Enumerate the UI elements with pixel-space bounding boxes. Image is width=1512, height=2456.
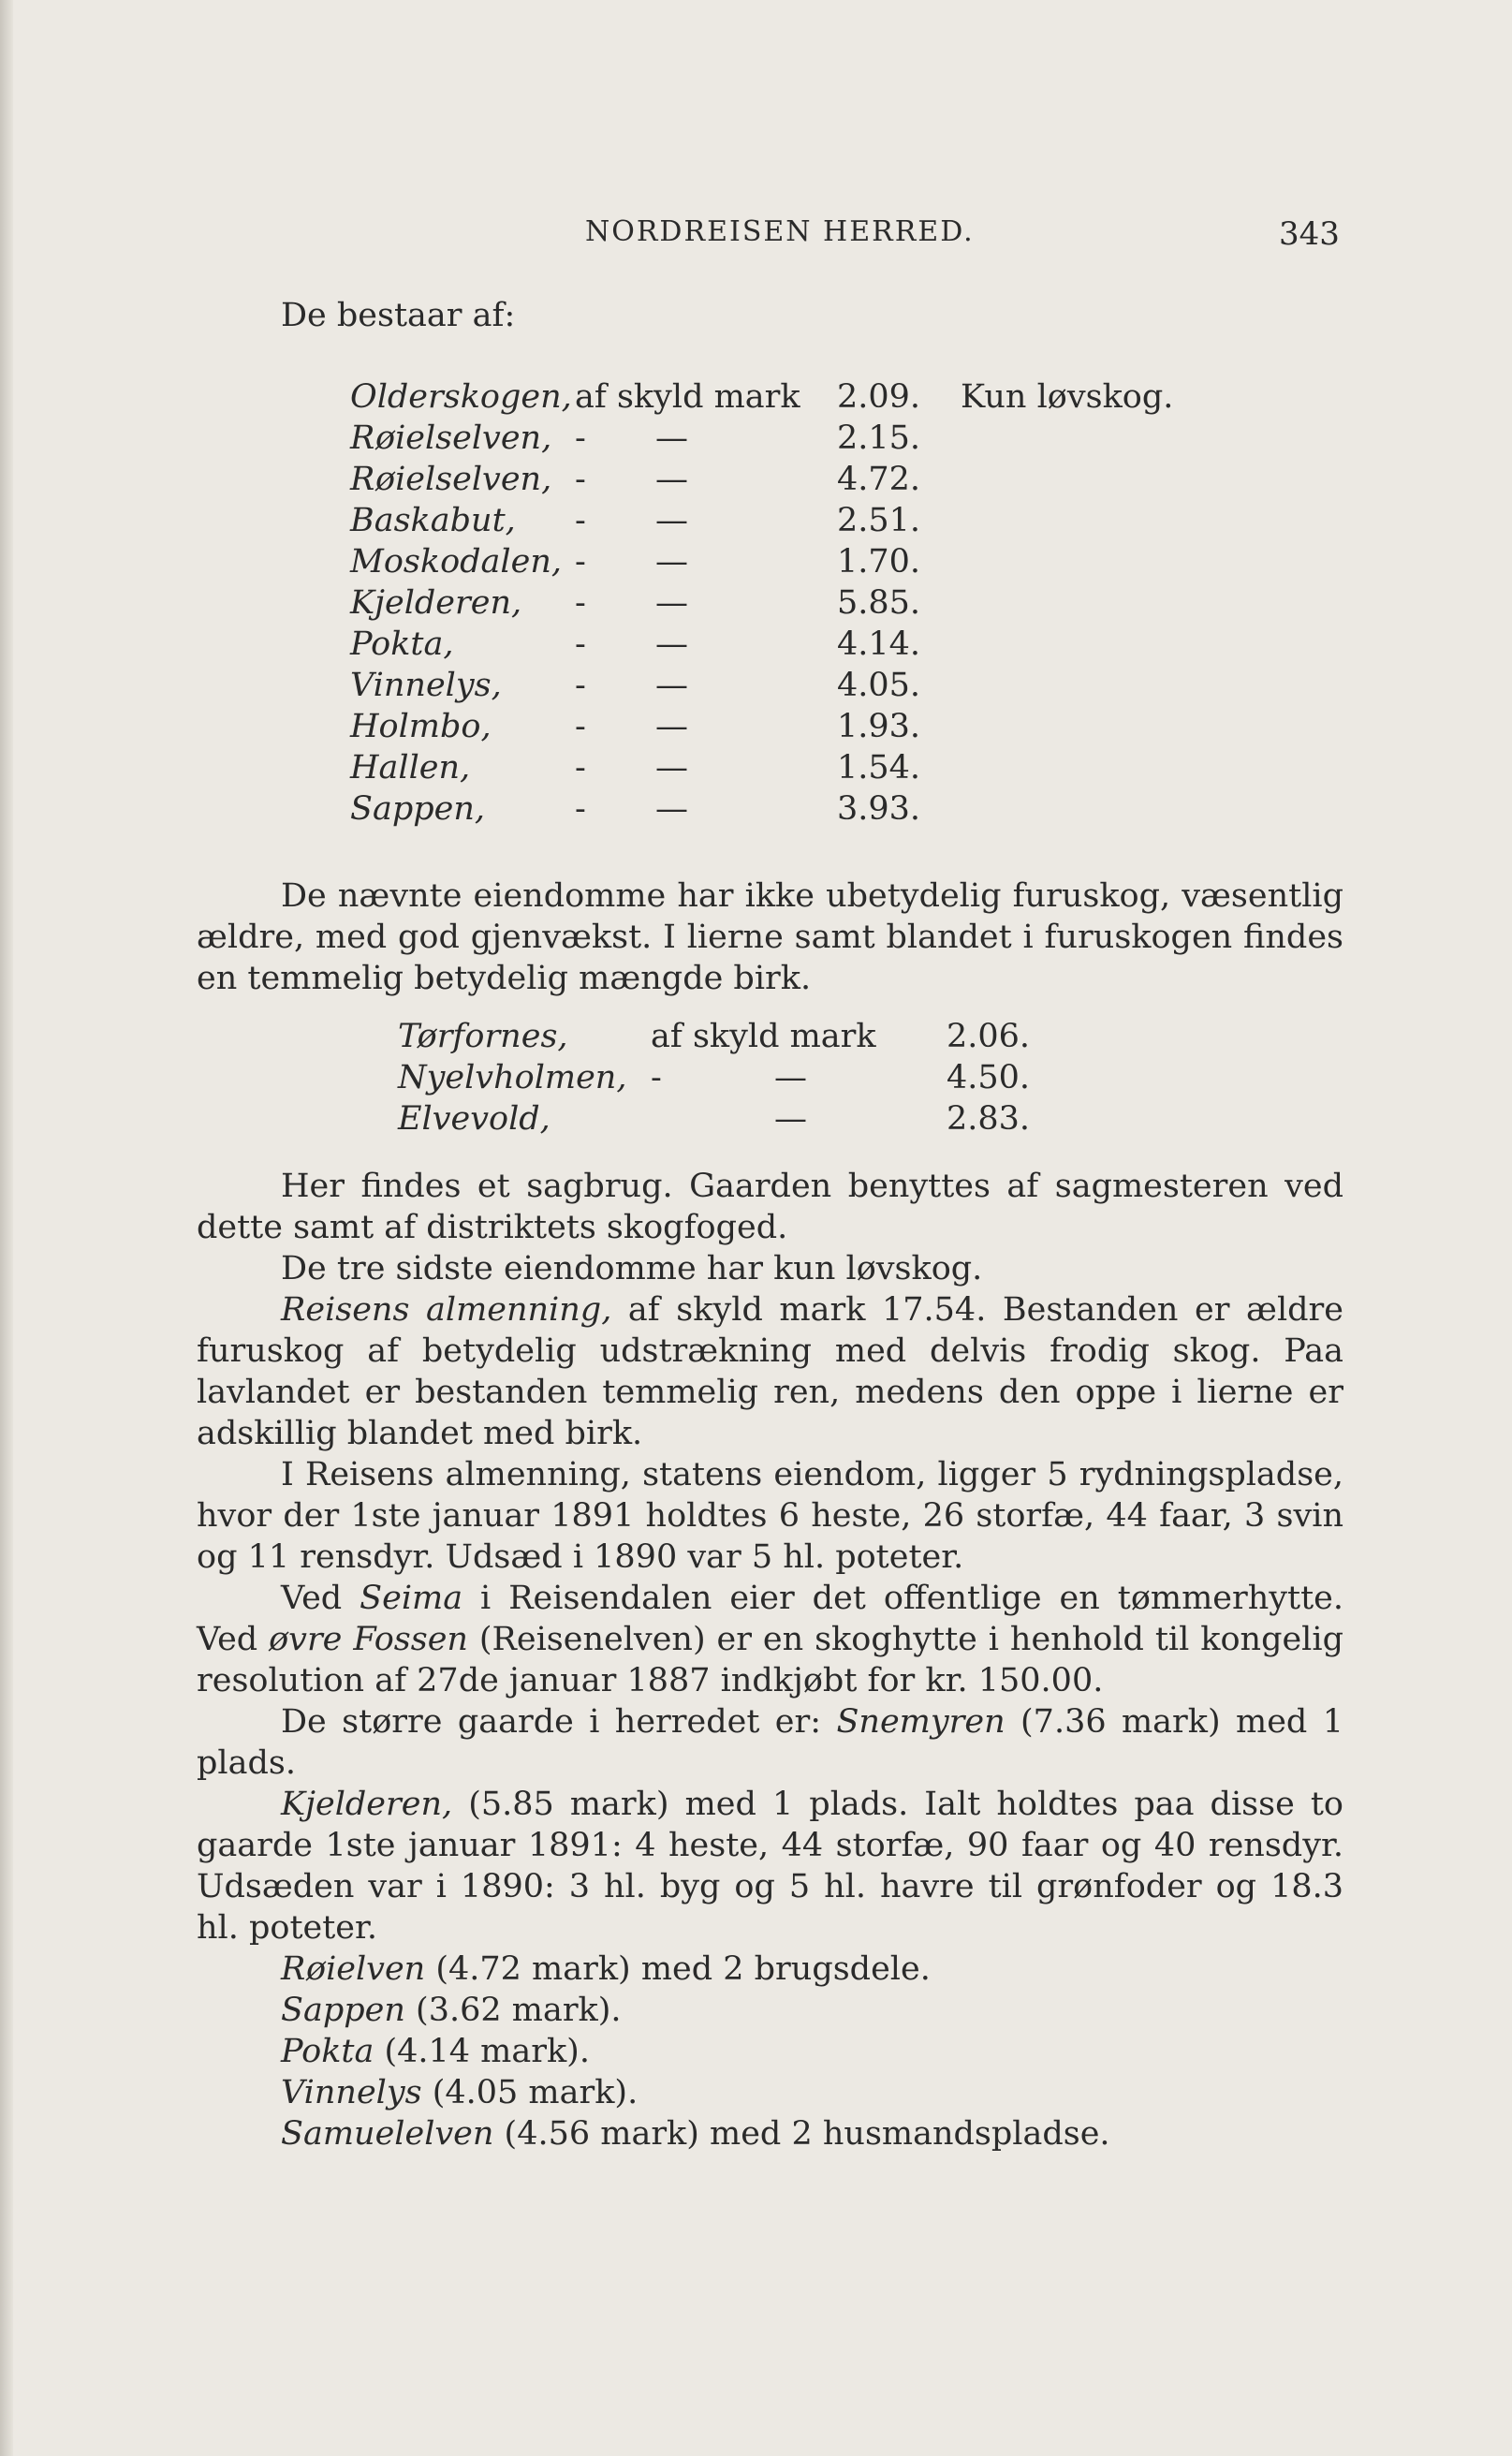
paragraph-samuelelven: Samuelelven (4.56 mark) med 2 husmandspladse. <box>281 2115 1110 2153</box>
table-row <box>350 459 1193 500</box>
property-name: Kjelderen, <box>350 584 522 622</box>
skyld-prefix: - <box>575 625 586 663</box>
place-name: Kjelderen, <box>281 1786 453 1823</box>
page-number: 343 <box>1279 215 1340 253</box>
paragraph-pokta: Pokta (4.14 mark). <box>281 2033 590 2070</box>
page-header <box>0 215 1512 257</box>
skyld-prefix: - <box>651 1059 662 1096</box>
paragraph-loevskog: De tre sidste eiendomme har kun løvskog. <box>281 1250 983 1287</box>
table-row <box>350 376 1193 418</box>
paragraph-roeielven: Røielven (4.72 mark) med 2 brugsdele. <box>281 1950 931 1988</box>
skyld-prefix: - <box>575 749 586 787</box>
skyld-prefix: - <box>575 584 586 622</box>
table-row <box>350 500 1193 541</box>
paragraph-hytter: Ved Seima i Reisendalen eier det offentlige en tømmerhytte. Ved øvre Fossen (Reisenelven) er en skoghytte i henhold til kongelig resolution af 27de januar 1887 indkjøbt for kr. 150.00. <box>197 1580 1343 1699</box>
ditto-dash: — <box>655 543 688 581</box>
skyld-prefix: - <box>575 543 586 581</box>
paragraph-kjelderen: Kjelderen, (5.85 mark) med 1 plads. Ialt holdtes paa disse to gaarde 1ste januar 1891: 4 heste, 44 storfæ, 90 faar og 40 rensdyr. Udsæden var i 1890: 3 hl. byg og 5 hl. havre til grønfoder og 18.3 hl. poteter. <box>197 1786 1343 1947</box>
skyld-value: 5.85. <box>837 584 921 622</box>
table-row <box>350 418 1193 459</box>
skyld-prefix: - <box>575 667 586 704</box>
place-name: Snemyren <box>836 1703 1006 1741</box>
property-name: Holmbo, <box>350 708 492 745</box>
intro-line: De bestaar af: <box>281 297 516 334</box>
skyld-value: 1.54. <box>837 749 921 787</box>
property-name: Sappen, <box>350 790 486 828</box>
paragraph-almenning: Reisens almenning, af skyld mark 17.54. Bestanden er ældre furuskog af betydelig udstrækning med delvis frodig skog. Paa lavlandet er bestanden temmelig ren, medens den oppe i lierne er adskillig blandet med birk. <box>197 1291 1343 1452</box>
skyld-value: 3.93. <box>837 790 921 828</box>
table-row <box>350 582 1193 624</box>
book-spine-edge <box>0 0 13 2456</box>
property-name: Baskabut, <box>350 502 516 539</box>
skyld-prefix: af skyld mark <box>651 1018 876 1055</box>
place-name: Røielven <box>281 1950 426 1988</box>
property-name: Tørfornes, <box>398 1018 568 1055</box>
property-name: Vinnelys, <box>350 667 502 704</box>
paragraph-vinnelys: Vinnelys (4.05 mark). <box>281 2074 639 2111</box>
skyld-prefix: - <box>575 419 586 457</box>
property-name: Moskodalen, <box>350 543 562 581</box>
skyld-value: 2.15. <box>837 419 921 457</box>
skyld-prefix: - <box>575 790 586 828</box>
skyld-value: 2.83. <box>947 1100 1031 1138</box>
place-name: Reisens almenning, <box>281 1291 612 1329</box>
ditto-dash: — <box>655 461 688 498</box>
skyld-value: 4.72. <box>837 461 921 498</box>
ditto-dash: — <box>655 667 688 704</box>
skyld-value: 2.06. <box>947 1018 1031 1055</box>
table-row <box>398 1057 1240 1098</box>
paragraph-sagbrug: Her findes et sagbrug. Gaarden benyttes af sagmesteren ved dette samt af distriktets skogfoged. <box>197 1168 1343 1246</box>
place-name: Pokta <box>281 2033 374 2070</box>
skyld-value: 1.93. <box>837 708 921 745</box>
skyld-value: 2.09. <box>837 378 921 416</box>
skyld-value: 1.70. <box>837 543 921 581</box>
skyld-prefix: - <box>575 461 586 498</box>
property-name: Hallen, <box>350 749 471 787</box>
property-name: Røielselven, <box>350 461 552 498</box>
skyld-value: 4.05. <box>837 667 921 704</box>
skyld-prefix: - <box>575 502 586 539</box>
place-name: øvre Fossen <box>269 1621 468 1658</box>
table-row <box>350 541 1193 582</box>
table-row <box>398 1098 1240 1140</box>
table-row <box>398 1016 1240 1057</box>
table-row <box>350 706 1193 747</box>
note: Kun løvskog. <box>961 378 1174 416</box>
table-row <box>350 665 1193 706</box>
skyld-prefix: - <box>575 708 586 745</box>
property-name: Nyelvholmen, <box>398 1059 627 1096</box>
paragraph-sappen: Sappen (3.62 mark). <box>281 1992 622 2029</box>
ditto-dash: — <box>655 419 688 457</box>
table-row <box>350 788 1193 830</box>
place-name: Seima <box>360 1580 463 1617</box>
skyld-value: 4.14. <box>837 625 921 663</box>
table-row <box>350 624 1193 665</box>
ditto-dash: — <box>655 708 688 745</box>
place-name: Sappen <box>281 1992 405 2029</box>
paragraph-rydningspladse: I Reisens almenning, statens eiendom, ligger 5 rydningspladse, hvor der 1ste januar 1891 holdtes 6 heste, 26 storfæ, 44 faar, 3 svin og 11 rensdyr. Udsæd i 1890 var 5 hl. poteter. <box>197 1456 1343 1576</box>
place-name: Samuelelven <box>281 2115 494 2153</box>
ditto-dash: — <box>655 790 688 828</box>
ditto-dash: — <box>655 584 688 622</box>
paragraph-stoerre-gaarde: De større gaarde i herredet er: Snemyren (7.36 mark) med 1 plads. <box>197 1703 1343 1782</box>
place-name: Vinnelys <box>281 2074 422 2111</box>
skyld-value: 2.51. <box>837 502 921 539</box>
ditto-dash: — <box>655 625 688 663</box>
property-name: Pokta, <box>350 625 454 663</box>
ditto-dash: — <box>655 502 688 539</box>
property-name: Elvevold, <box>398 1100 550 1138</box>
skyld-value: 4.50. <box>947 1059 1031 1096</box>
body-text <box>197 1166 1343 2155</box>
ditto-dash: — <box>774 1059 807 1096</box>
paragraph-text: De nævnte eiendomme har ikke ubetydelig furuskog, væsentlig ældre, med god gjenvækst. I lierne samt blandet i furuskogen findes en temmelig betydelig mængde birk. <box>197 877 1343 997</box>
running-title: NORDREISEN HERRED. <box>585 215 975 248</box>
paragraph-furuskog <box>197 875 1343 999</box>
ditto-dash: — <box>655 749 688 787</box>
ditto-dash: — <box>774 1100 807 1138</box>
property-name: Røielselven, <box>350 419 552 457</box>
property-name: Olderskogen, <box>350 378 572 416</box>
table-row <box>350 747 1193 788</box>
skyld-prefix: af skyld mark <box>575 378 800 416</box>
